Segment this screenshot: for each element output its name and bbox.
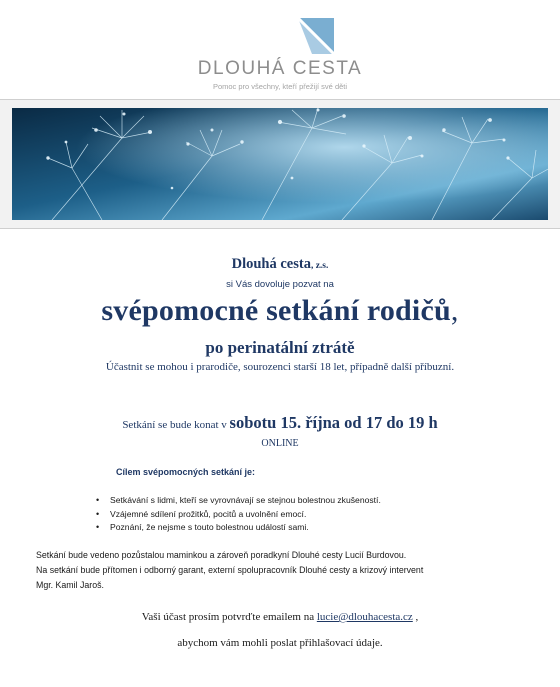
audience-note: Účastnit se mohou i prarodiče, sourozenci starší 18 let, případně další příbuzní. [105, 361, 455, 373]
invite-line: si Vás dovoluje pozvat na [226, 279, 334, 290]
logo-mark-icon [298, 18, 334, 54]
event-subheadline: po perinatální ztrátě [205, 338, 355, 357]
schedule-date-time: sobotu 15. října od 17 do 19 h [229, 413, 438, 432]
event-format: ONLINE [261, 438, 299, 449]
goals-list [96, 494, 381, 535]
dandelion-seeds-photo-icon [12, 108, 548, 220]
confirm-lead: Vaši účast prosím potvrďte emailem na [141, 611, 317, 623]
list-item: • Vzájemné sdílení prožitků, pocitů a uvolnění emocí. [96, 508, 381, 522]
schedule-lead: Setkání se bude konat v [122, 419, 230, 431]
banner [0, 99, 560, 229]
confirm-line [0, 611, 560, 623]
confirm-line-2: abychom vám mohli poslat přihlašovací údaje. [177, 637, 383, 649]
org-name: Dlouhá cesta [231, 256, 311, 272]
list-item: • Setkávání s lidmi, kteří se vyrovnávají se stejnou bolestnou zkušeností. [96, 494, 381, 508]
goals-title: Cílem svépomocných setkání je: [116, 467, 256, 477]
guarantor-paragraph [36, 563, 423, 592]
headline-comma: , [450, 294, 459, 327]
schedule-line [0, 413, 560, 433]
logo-tagline: Pomoc pro všechny, kteří přežijí své děti [212, 82, 348, 91]
email-link[interactable]: lucie@dlouhacesta.cz [316, 611, 413, 623]
confirm-tail: , [412, 611, 419, 623]
org-legal-suffix: , z.s. [310, 261, 329, 271]
guarantor-name: Mgr. Kamil Jaroš. [36, 579, 104, 590]
logo-name: DLOUHÁ CESTA [197, 58, 363, 79]
facilitator-line: Setkání bude vedeno pozůstalou maminkou a zároveň poradkyní Dlouhé cesty Lucií Burdovou. [36, 550, 407, 560]
guarantor-line: Na setkání bude přítomen i odborný garant, externí spolupracovník Dlouhé cesty a krizový intervent [36, 565, 424, 575]
headline-text: svépomocné setkání rodičů [101, 294, 451, 327]
list-item: • Poznání, že nejsme s touto bolestnou událostí sami. [96, 521, 381, 535]
organization-name [0, 256, 560, 273]
event-headline [0, 294, 560, 328]
